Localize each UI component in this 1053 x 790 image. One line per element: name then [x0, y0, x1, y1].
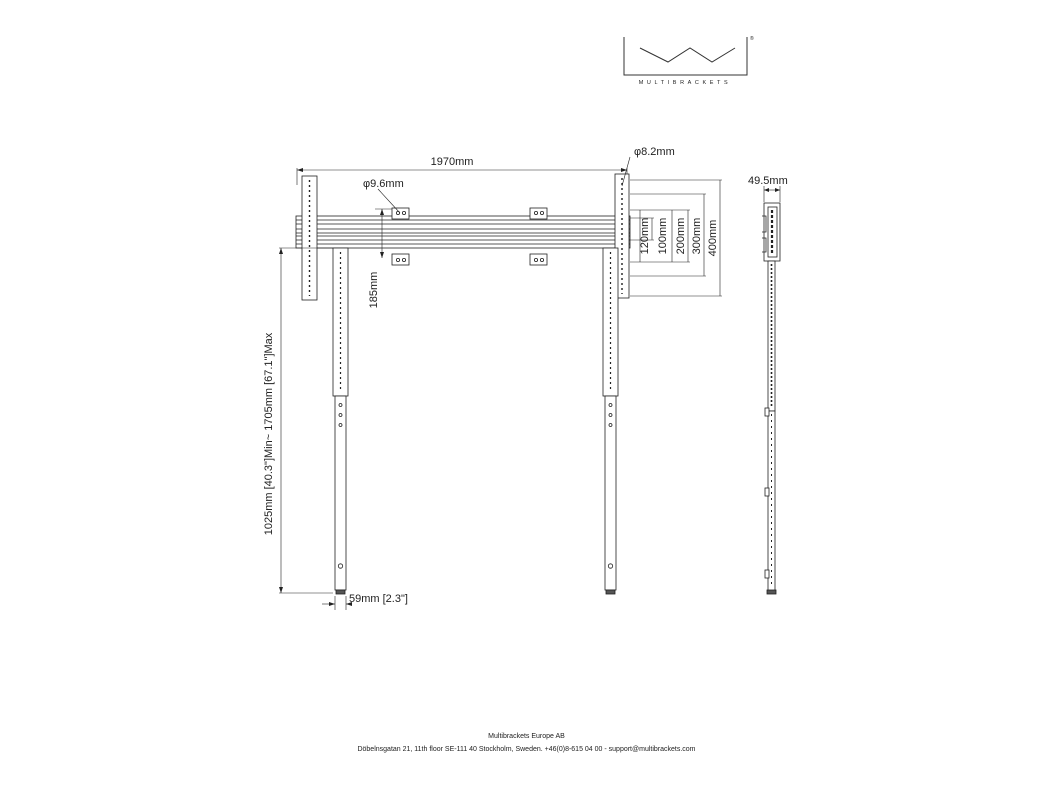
multibrackets-logo — [624, 35, 754, 86]
vesa-400-label: 400mm — [707, 219, 719, 257]
depth-label: 49.5mm — [748, 175, 788, 187]
foot-label: 59mm [2.3"] — [349, 593, 408, 605]
vesa-100-label: 100mm — [657, 217, 669, 255]
logo-registered: ® — [750, 36, 754, 42]
footer-company: Multibrackets Europe AB — [488, 733, 565, 740]
vesa-300-label: 300mm — [691, 217, 703, 255]
vesa-200-label: 200mm — [675, 217, 687, 255]
hole-small-label: φ9.6mm — [363, 178, 404, 190]
height-range-label: 1025mm [40.3"]Min~ 1705mm [67.1"]Max — [263, 332, 275, 536]
vesa-120-label: 120mm — [639, 217, 651, 255]
offset-label: 185mm — [368, 271, 380, 309]
hole-large-label: φ8.2mm — [634, 146, 675, 158]
footer-address: Döbelnsgatan 21, 11th floor SE-111 40 Stockholm, Sweden. +46(0)8-615 04 00 - support@multibrackets.com — [357, 746, 696, 753]
width-label: 1970mm — [430, 156, 474, 168]
front-view — [279, 157, 722, 610]
side-view — [762, 186, 780, 594]
logo-wordmark: MULTIBRACKETS — [638, 80, 732, 86]
